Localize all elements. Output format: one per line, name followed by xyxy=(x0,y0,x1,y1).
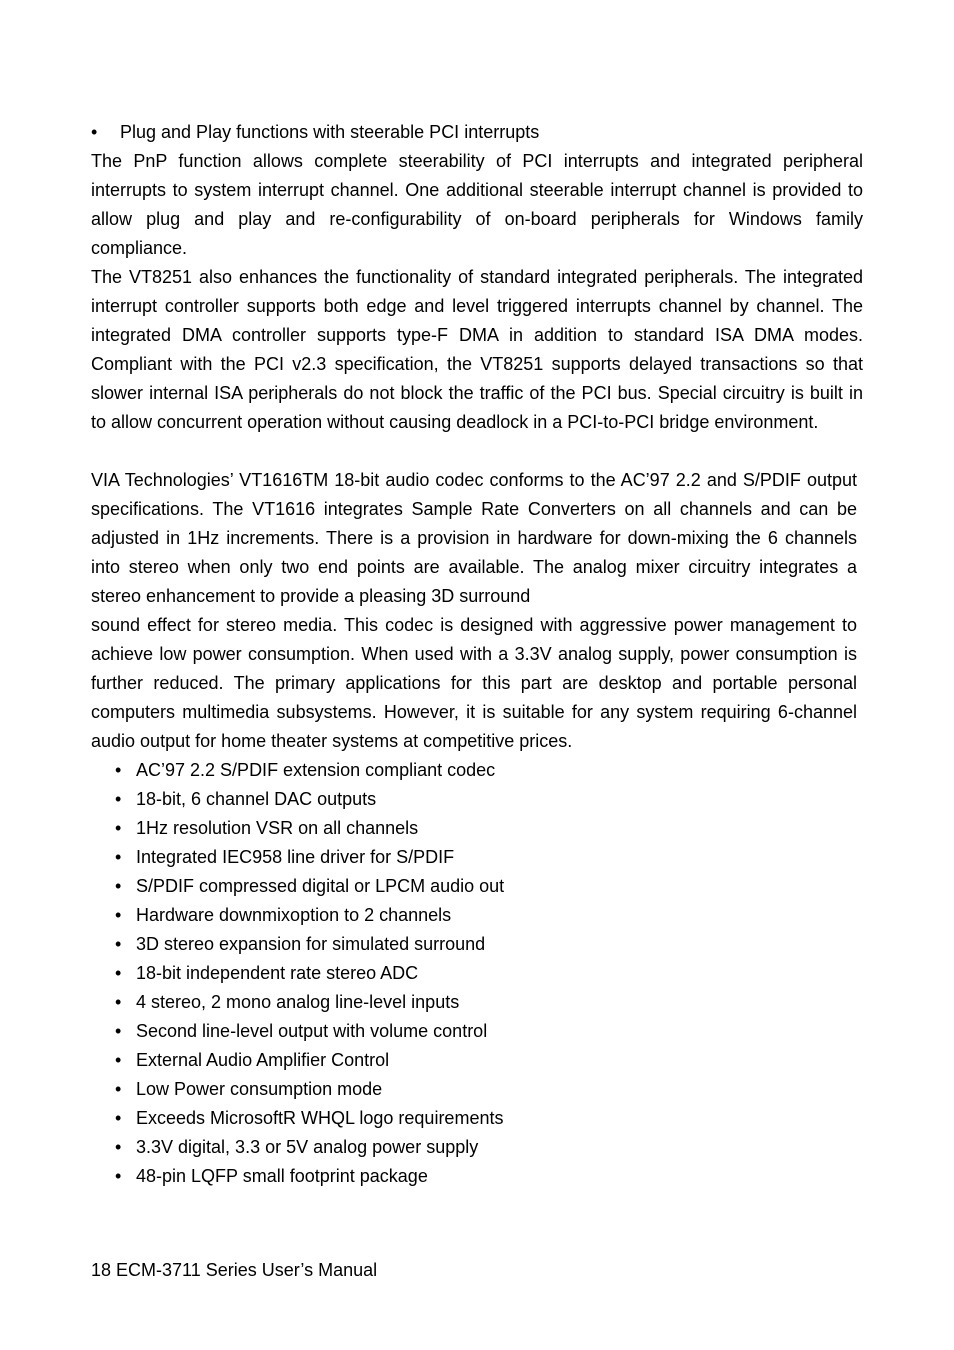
intro-bullet-item xyxy=(91,118,863,147)
feature-text: External Audio Amplifier Control xyxy=(136,1050,390,1070)
bullet-icon: • xyxy=(115,934,122,954)
feature-item xyxy=(115,930,863,959)
feature-item xyxy=(115,756,863,785)
feature-item xyxy=(115,1133,863,1162)
intro-bullet-text: Plug and Play functions with steerable PCI interrupts xyxy=(120,122,540,142)
feature-item xyxy=(115,1017,863,1046)
feature-text: AC’97 2.2 S/PDIF extension compliant codec xyxy=(136,760,496,780)
feature-text: S/PDIF compressed digital or LPCM audio out xyxy=(136,876,505,896)
feature-text: 3D stereo expansion for simulated surround xyxy=(136,934,486,954)
bullet-icon: • xyxy=(91,122,98,142)
feature-item xyxy=(115,1075,863,1104)
feature-item xyxy=(115,1104,863,1133)
bullet-icon: • xyxy=(115,963,122,983)
feature-text: Hardware downmixoption to 2 channels xyxy=(136,905,452,925)
feature-text: Low Power consumption mode xyxy=(136,1079,383,1099)
pnp-paragraph: The PnP function allows complete steerability of PCI interrupts and integrated peripheral interrupts to system interrupt channel. One additional steerable interrupt channel is provided to allow plug and play and re-configurability of on-board peripherals for Windows family compliance. xyxy=(91,151,863,258)
bullet-icon: • xyxy=(115,1021,122,1041)
bullet-icon: • xyxy=(115,1166,122,1186)
bullet-icon: • xyxy=(115,992,122,1012)
page-footer: 18 ECM-3711 Series User’s Manual xyxy=(91,1260,378,1280)
codec-paragraph-part1: VIA Technologies’ VT1616TM 18-bit audio codec conforms to the AC’97 2.2 and S/PDIF output specifications. The VT1616 integrates Sample Rate Converters on all channels and can be adjusted in 1Hz increments. There is a provision in hardware for down-mixing the 6 channels into stereo when only two end points are available. The analog mixer circuitry integrates a stereo enhancement to provide a pleasing 3D surround xyxy=(91,470,857,606)
feature-item xyxy=(115,1162,863,1191)
paragraph-spacer xyxy=(91,437,863,466)
bullet-icon: • xyxy=(115,760,122,780)
bullet-icon: • xyxy=(115,876,122,896)
feature-text: 3.3V digital, 3.3 or 5V analog power supply xyxy=(136,1137,479,1157)
feature-text: 48-pin LQFP small footprint package xyxy=(136,1166,428,1186)
bullet-icon: • xyxy=(115,847,122,867)
feature-item xyxy=(115,814,863,843)
feature-item xyxy=(115,1046,863,1075)
feature-item xyxy=(115,959,863,988)
feature-text: 1Hz resolution VSR on all channels xyxy=(136,818,419,838)
feature-item xyxy=(115,843,863,872)
feature-item xyxy=(115,785,863,814)
bullet-icon: • xyxy=(115,1137,122,1157)
bullet-icon: • xyxy=(115,1108,122,1128)
feature-text: Exceeds MicrosoftR WHQL logo requirements xyxy=(136,1108,504,1128)
bullet-icon: • xyxy=(115,1050,122,1070)
feature-item xyxy=(115,988,863,1017)
bullet-icon: • xyxy=(115,789,122,809)
feature-list xyxy=(91,756,863,1191)
vt8251-paragraph: The VT8251 also enhances the functionality of standard integrated peripherals. The integrated interrupt controller supports both edge and level triggered interrupts channel by channel. The integrated DMA controller supports type-F DMA in addition to standard ISA DMA modes. Compliant with the PCI v2.3 specification, the VT8251 supports delayed transactions so that slower internal ISA peripherals do not block the traffic of the PCI bus. Special circuitry is built in to allow concurrent operation without causing deadlock in a PCI-to-PCI bridge environment. xyxy=(91,267,863,432)
feature-item xyxy=(115,901,863,930)
page-content xyxy=(91,118,863,1191)
feature-text: 4 stereo, 2 mono analog line-level inputs xyxy=(136,992,460,1012)
feature-text: 18-bit independent rate stereo ADC xyxy=(136,963,419,983)
bullet-icon: • xyxy=(115,1079,122,1099)
feature-text: Second line-level output with volume control xyxy=(136,1021,488,1041)
codec-paragraph-part2: sound effect for stereo media. This codec is designed with aggressive power management to achieve low power consumption. When used with a 3.3V analog supply, power consumption is further reduced. The primary applications for this part are desktop and portable personal computers multimedia subsystems. However, it is suitable for any system requiring 6-channel audio output for home theater systems at competitive prices. xyxy=(91,615,857,751)
feature-text: Integrated IEC958 line driver for S/PDIF xyxy=(136,847,455,867)
feature-text: 18-bit, 6 channel DAC outputs xyxy=(136,789,377,809)
bullet-icon: • xyxy=(115,905,122,925)
bullet-icon: • xyxy=(115,818,122,838)
feature-item xyxy=(115,872,863,901)
